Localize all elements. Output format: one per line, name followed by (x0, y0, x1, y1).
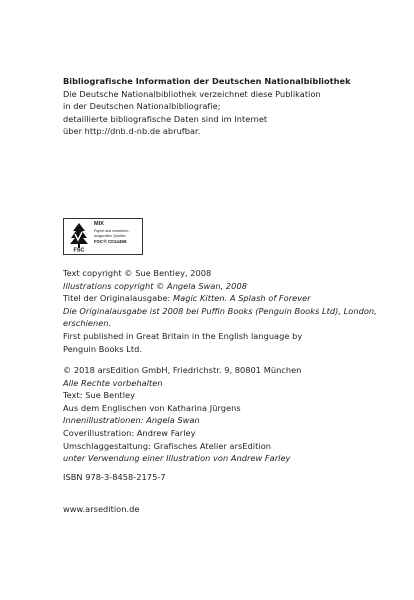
cover-design-note: unter Verwendung einer Illustration von Andrew Farley (63, 453, 291, 464)
text-copyright: Text copyright © Sue Bentley, 2008 (63, 268, 212, 278)
original-title: Magic Kitten. A Splash of Forever (173, 293, 311, 304)
original-edition-prefix: Die Originalausgabe ist 2008 bei (63, 305, 202, 316)
bibliographic-heading: Bibliografische Information der Deutschen Nationalbibliothek (63, 76, 351, 86)
rights-reserved: Alle Rechte vorbehalten (63, 377, 163, 388)
original-publisher: Puffin Books (201, 305, 253, 316)
inner-illustrations-credit: Innenillustrationen: Angela Swan (63, 415, 200, 426)
bibliographic-line: über http://dnb.d-nb.de abrufbar. (63, 126, 201, 137)
cover-design-credit: Umschlaggestaltung: Grafisches Atelier arsEdition (63, 440, 271, 451)
fsc-subtitle: tungsvollen Quellen (94, 233, 126, 238)
isbn (63, 471, 393, 484)
original-edition-line (63, 305, 393, 318)
published-word: erschienen. (63, 318, 112, 329)
illustrations-copyright: Illustrations copyright © Angela Swan, 2008 (63, 280, 247, 291)
publisher-credits (63, 364, 393, 465)
text-credit: Text: Sue Bentley (63, 390, 136, 401)
bibliographic-info (63, 75, 393, 138)
publisher-copyright: © 2018 arsEdition GmbH, Friedrichstr. 9, 80801 München (63, 365, 302, 375)
website-url[interactable]: www.arsedition.de (63, 504, 140, 514)
translation-credit: Aus dem Englischen von Katharina Jürgens (63, 402, 241, 413)
bibliographic-line: Die Deutsche Nationalbibliothek verzeichnet diese Publikation (63, 88, 321, 99)
bibliographic-line: detaillierte bibliografische Daten sind im Internet (63, 113, 268, 124)
cover-illustration-credit: Coverillustration: Andrew Farley (63, 427, 196, 438)
website (63, 503, 393, 516)
fsc-subtitle: Papier aus verantwor- (94, 228, 130, 233)
fsc-label (63, 218, 143, 255)
isbn-number: ISBN 978-3-8458-2175-7 (63, 472, 166, 482)
original-title-prefix: Titel der Originalausgabe: (63, 293, 174, 304)
original-edition-suffix: (Penguin Books Ltd), London, (252, 305, 377, 316)
first-published: First published in Great Britain in the English language by (63, 330, 303, 341)
fsc-logo-text: FSC (73, 247, 85, 252)
fsc-tree-icon (67, 222, 91, 252)
fsc-code: FSC® C014496 (94, 238, 127, 244)
bibliographic-line: in der Deutschen Nationalbibliografie; (63, 101, 221, 112)
original-title-line (63, 292, 393, 305)
fsc-mix-label: MIX (94, 221, 104, 227)
copyright-notice (63, 267, 393, 355)
penguin-books: Penguin Books Ltd. (63, 343, 143, 354)
